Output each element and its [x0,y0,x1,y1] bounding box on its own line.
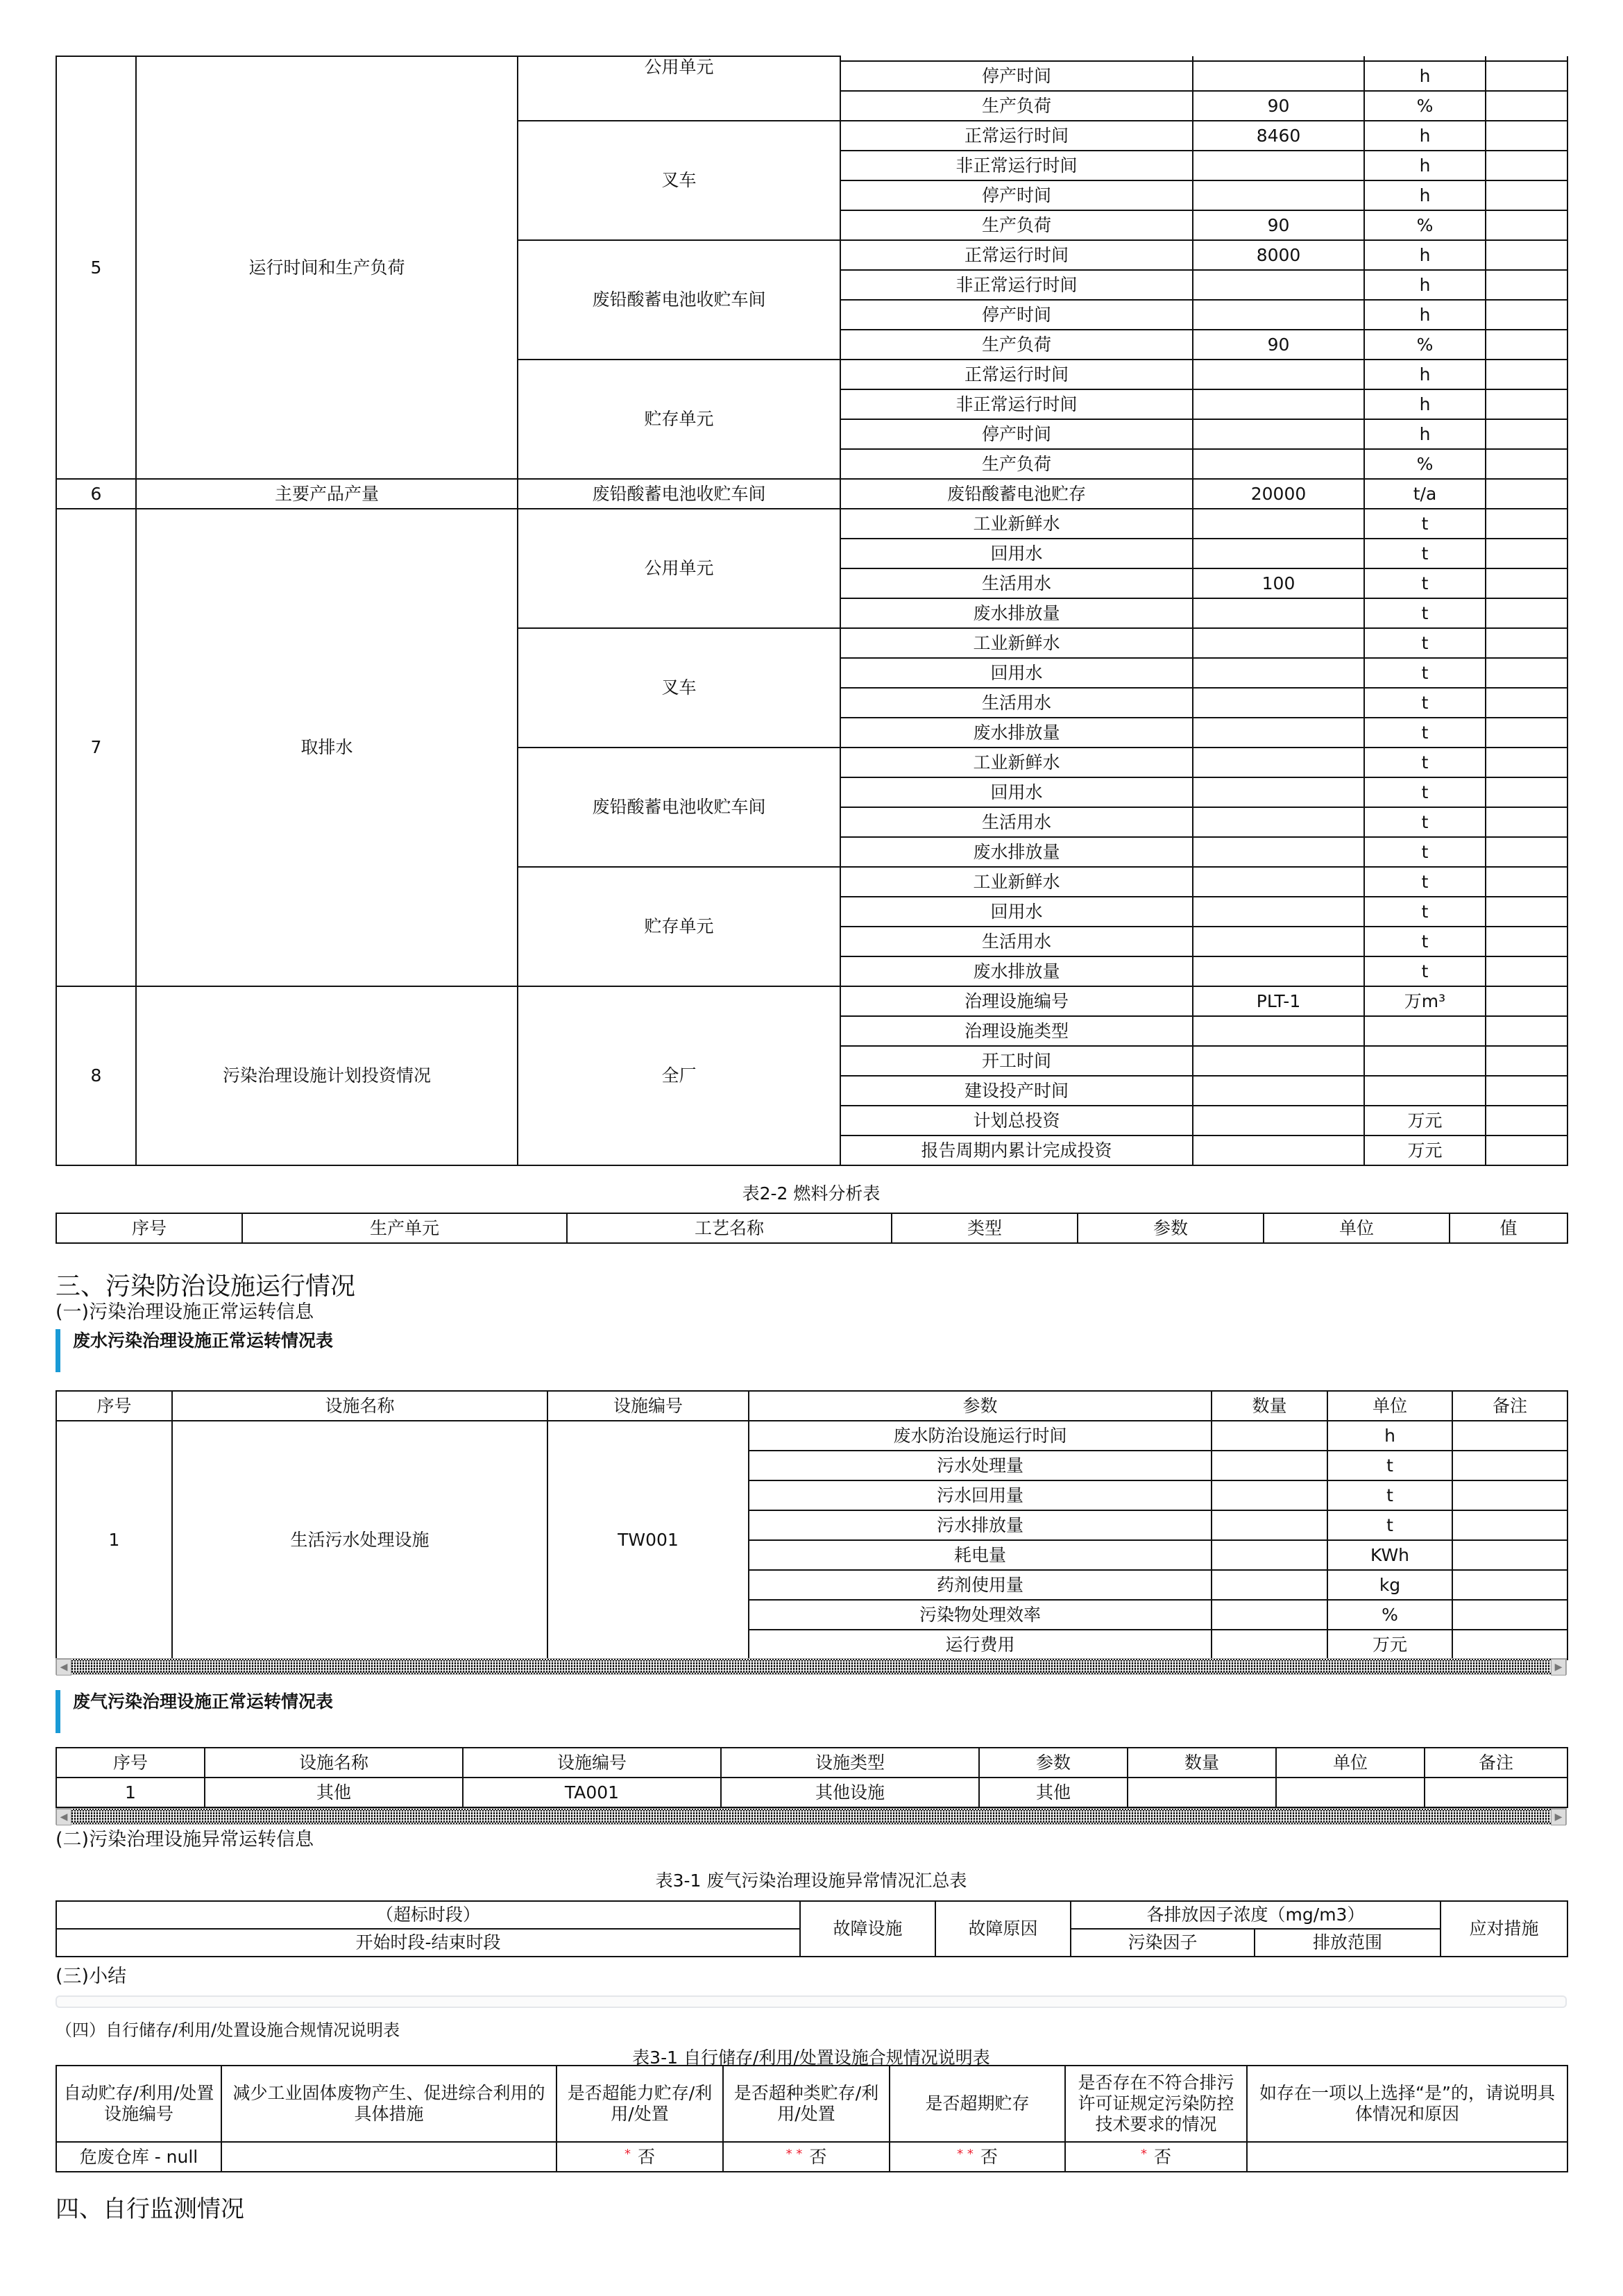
param-value[interactable] [1193,270,1364,300]
param-quantity[interactable] [1212,1600,1327,1630]
scroll-left-arrow-icon[interactable]: ◀ [56,1659,71,1675]
param-note[interactable] [1486,61,1567,91]
unit-name: 公用单元 [518,509,840,628]
header-start-end: 开始时段-结束时段 [56,1929,800,1957]
param-quantity[interactable] [1212,1510,1327,1540]
subsection-4-title: （四）自行储存/利用/处置设施合规情况说明表 [56,2020,400,2040]
param-name: 回用水 [840,897,1193,927]
storage-header-cell: 是否超能力贮存/利用/处置 [556,2066,723,2142]
param-value[interactable] [1193,867,1364,897]
param-note[interactable] [1486,539,1567,568]
param-note[interactable] [1486,748,1567,777]
required-asterisk-icon: * [1140,2146,1147,2161]
param-unit: t [1364,927,1486,956]
param-value[interactable] [1193,389,1364,419]
wastewater-header-cell: 设施编号 [547,1391,749,1421]
header-emission-range: 排放范围 [1255,1929,1441,1957]
param-note[interactable] [1486,1106,1567,1136]
gas-facility-table [56,1747,1568,1808]
facility-number: 1 [56,1421,172,1660]
header-concentration: 各排放因子浓度（mg/m3） [1071,1901,1441,1929]
param-value[interactable] [1193,927,1364,956]
param-value[interactable]: 8000 [1193,240,1364,270]
wastewater-header-cell: 参数 [749,1391,1212,1421]
param-value[interactable] [1193,180,1364,210]
param-value[interactable] [1193,509,1364,539]
param-name: 开工时间 [840,1046,1193,1076]
param-note[interactable] [1486,927,1567,956]
param-note[interactable] [1486,956,1567,986]
param-unit: t [1364,777,1486,807]
unit-name: 贮存单元 [518,867,840,986]
param-quantity[interactable] [1212,1451,1327,1480]
over-capacity-value: 否 [637,2146,655,2167]
param-value[interactable]: 100 [1193,568,1364,598]
param-note[interactable] [1486,837,1567,867]
partial-cell [1193,56,1364,61]
param-value[interactable]: 90 [1193,210,1364,240]
unit-name: 贮存单元 [518,360,840,479]
param-value[interactable] [1193,419,1364,449]
param-note[interactable] [1486,568,1567,598]
param-quantity[interactable] [1212,1540,1327,1570]
param-note[interactable] [1486,121,1567,151]
required-asterisk-icon: * * [957,2146,974,2161]
param-unit: t [1364,956,1486,986]
header-pollutant-factor: 污染因子 [1071,1929,1255,1957]
group-number: 8 [56,986,136,1165]
param-name: 治理设施类型 [840,1016,1193,1046]
param-name: 计划总投资 [840,1106,1193,1136]
scroll-right-arrow-icon[interactable]: ▶ [1551,1809,1566,1825]
param-name: 生产负荷 [840,330,1193,360]
param-name: 废水排放量 [840,837,1193,867]
noncompliant-value: 否 [1153,2146,1171,2167]
gas-table-horizontal-scrollbar[interactable] [56,1808,1567,1825]
facility-name: 生活污水处理设施 [172,1421,547,1660]
fuel-header-cell: 生产单元 [242,1213,567,1243]
param-unit: t [1364,568,1486,598]
unit-name: 废铅酸蓄电池收贮车间 [518,240,840,360]
param-name: 工业新鲜水 [840,628,1193,658]
param-unit: t [1364,539,1486,568]
group-name: 污染治理设施计划投资情况 [136,986,518,1165]
over-period-value: 否 [980,2146,998,2167]
unit-name: 全厂 [518,986,840,1165]
param-unit [1364,1016,1486,1046]
storage-compliance-table [56,2065,1568,2172]
param-note[interactable] [1486,210,1567,240]
param-unit: t [1327,1510,1452,1540]
param-note[interactable] [1486,718,1567,748]
param-unit: % [1364,91,1486,121]
param-value[interactable] [1193,688,1364,718]
param-value[interactable] [1193,658,1364,688]
param-name: 停产时间 [840,300,1193,330]
param-unit: h [1364,240,1486,270]
unit-name: 公用单元 [518,56,840,121]
subsection-1-title: (一)污染治理设施正常运转信息 [56,1301,314,1323]
param-name: 报告周期内累计完成投资 [840,1136,1193,1165]
param-name: 正常运行时间 [840,121,1193,151]
partial-cell [1486,56,1567,61]
gas-cell: 其他 [979,1778,1128,1807]
param-name: 生产负荷 [840,449,1193,479]
param-name: 运行费用 [749,1630,1212,1660]
param-unit [1364,1046,1486,1076]
param-name: 正常运行时间 [840,240,1193,270]
param-name: 正常运行时间 [840,360,1193,389]
param-value[interactable] [1193,151,1364,180]
scrollbar-track[interactable] [71,1810,1551,1823]
param-name: 治理设施编号 [840,986,1193,1016]
fuel-header-cell: 工艺名称 [567,1213,892,1243]
param-unit: t [1364,598,1486,628]
fuel-header-cell: 参数 [1078,1213,1264,1243]
param-unit: h [1364,270,1486,300]
param-quantity[interactable] [1212,1630,1327,1660]
gas-header-cell: 序号 [56,1748,205,1778]
param-name: 废铅酸蓄电池贮存 [840,479,1193,509]
param-unit: h [1364,389,1486,419]
param-name: 回用水 [840,539,1193,568]
group-name: 运行时间和生产负荷 [136,56,518,479]
param-note[interactable] [1486,91,1567,121]
gas-header-cell: 设施类型 [721,1748,979,1778]
param-unit: h [1364,360,1486,389]
param-value[interactable] [1193,300,1364,330]
partial-cell [840,56,1193,61]
param-note[interactable] [1486,688,1567,718]
param-note[interactable] [1452,1630,1567,1660]
param-unit: t [1364,748,1486,777]
param-unit: t [1327,1451,1452,1480]
wastewater-header-cell: 单位 [1327,1391,1452,1421]
gas-cell[interactable] [1425,1778,1567,1807]
param-note[interactable] [1486,807,1567,837]
fuel-header-cell: 类型 [892,1213,1078,1243]
explanation-input[interactable] [1247,2142,1567,2172]
param-name: 污染物处理效率 [749,1600,1212,1630]
param-note[interactable] [1486,151,1567,180]
table-row [56,1421,1567,1451]
param-value[interactable] [1193,628,1364,658]
param-value[interactable] [1193,897,1364,927]
fuel-header-cell: 单位 [1264,1213,1450,1243]
fuel-analysis-table [56,1213,1568,1244]
wastewater-facility-table [56,1390,1568,1660]
param-note[interactable] [1452,1510,1567,1540]
param-note[interactable] [1452,1451,1567,1480]
param-note[interactable] [1486,479,1567,509]
gas-header-cell: 备注 [1425,1748,1567,1778]
param-value[interactable]: 20000 [1193,479,1364,509]
param-name: 废水排放量 [840,956,1193,986]
param-unit: h [1364,121,1486,151]
gas-header-cell: 单位 [1276,1748,1425,1778]
gas-header-cell: 设施名称 [205,1748,463,1778]
param-name: 废水防治设施运行时间 [749,1421,1212,1451]
param-name: 停产时间 [840,61,1193,91]
param-name: 废水排放量 [840,718,1193,748]
param-name: 工业新鲜水 [840,867,1193,897]
param-unit: h [1364,180,1486,210]
param-value[interactable] [1193,1076,1364,1106]
operation-table [56,56,1568,1166]
param-unit: t [1364,867,1486,897]
param-name: 污水处理量 [749,1451,1212,1480]
param-name: 非正常运行时间 [840,270,1193,300]
scroll-right-arrow-icon[interactable]: ▶ [1551,1659,1566,1675]
wastewater-header-cell: 设施名称 [172,1391,547,1421]
param-note[interactable] [1452,1480,1567,1510]
required-asterisk-icon: * * [785,2146,803,2161]
table-row [56,509,1567,539]
param-unit: t [1364,718,1486,748]
param-unit: KWh [1327,1540,1452,1570]
table-row [56,986,1567,1016]
group-name: 主要产品产量 [136,479,518,509]
param-name: 停产时间 [840,419,1193,449]
param-quantity[interactable] [1212,1421,1327,1451]
unit-name: 叉车 [518,628,840,748]
param-note[interactable] [1486,658,1567,688]
gas-cell: 其他设施 [721,1778,979,1807]
abnormal-table-caption: 表3-1 废气污染治理设施异常情况汇总表 [655,1871,967,1891]
storage-table-caption: 表3-1 自行储存/利用/处置设施合规情况说明表 [632,2048,990,2068]
param-note[interactable] [1486,628,1567,658]
param-quantity[interactable] [1212,1570,1327,1600]
fuel-header-cell: 序号 [56,1213,242,1243]
param-unit: h [1364,419,1486,449]
param-unit: t [1364,658,1486,688]
param-value[interactable] [1193,598,1364,628]
param-name: 药剂使用量 [749,1570,1212,1600]
subsection-3-title: (三)小结 [56,1966,127,1987]
gas-header-cell: 数量 [1128,1748,1276,1778]
param-unit: t [1364,897,1486,927]
param-unit: h [1364,151,1486,180]
param-note[interactable] [1486,419,1567,449]
subsection-2-title: (二)污染治理设施异常运转信息 [56,1829,314,1850]
param-note[interactable] [1486,509,1567,539]
param-unit: t [1364,807,1486,837]
wastewater-header-cell: 数量 [1212,1391,1327,1421]
scrollbar-track[interactable] [71,1660,1551,1673]
facility-code: TW001 [547,1421,749,1660]
param-unit: % [1327,1600,1452,1630]
required-asterisk-icon: * [624,2146,631,2161]
storage-header-cell: 减少工业固体废物产生、促进综合利用的具体措施 [221,2066,556,2142]
over-capacity-select[interactable] [556,2142,723,2172]
param-value[interactable] [1193,1016,1364,1046]
header-period: （超标时段） [56,1901,800,1929]
param-unit: 万元 [1364,1106,1486,1136]
param-name: 废水排放量 [840,598,1193,628]
param-value[interactable] [1193,1106,1364,1136]
over-period-select[interactable] [890,2142,1065,2172]
param-name: 耗电量 [749,1540,1212,1570]
param-unit: kg [1327,1570,1452,1600]
param-value[interactable] [1193,748,1364,777]
param-name: 污水排放量 [749,1510,1212,1540]
param-note[interactable] [1486,897,1567,927]
param-note[interactable] [1486,1016,1567,1046]
param-unit: t [1364,837,1486,867]
param-note[interactable] [1452,1570,1567,1600]
param-name: 非正常运行时间 [840,151,1193,180]
param-value[interactable]: 90 [1193,330,1364,360]
wastewater-table-title: 废水污染治理设施正常运转情况表 [56,1329,333,1372]
summary-textarea[interactable] [56,1995,1567,2008]
gas-cell: 其他 [205,1778,463,1807]
section-3-title: 三、污染防治设施运行情况 [56,1272,356,1301]
unit-name: 废铅酸蓄电池收贮车间 [518,748,840,867]
storage-header-cell: 如存在一项以上选择“是”的，请说明具体情况和原因 [1247,2066,1567,2142]
param-unit: 万元 [1364,1136,1486,1165]
param-unit: t [1327,1480,1452,1510]
storage-facility-code: 危废仓库 - null [56,2142,221,2172]
param-unit: % [1364,449,1486,479]
wastewater-header-cell: 序号 [56,1391,172,1421]
param-value[interactable] [1193,360,1364,389]
header-measures: 应对措施 [1441,1901,1567,1957]
param-value[interactable] [1193,807,1364,837]
storage-header-cell: 是否存在不符合排污许可证规定污染防控技术要求的情况 [1065,2066,1247,2142]
unit-name: 叉车 [518,121,840,240]
param-unit [1364,1076,1486,1106]
over-type-value: 否 [809,2146,827,2167]
partial-cell [1364,56,1486,61]
param-name: 生活用水 [840,568,1193,598]
param-unit: 万m³ [1364,986,1486,1016]
param-name: 非正常运行时间 [840,389,1193,419]
param-note[interactable] [1486,1076,1567,1106]
param-unit: h [1327,1421,1452,1451]
param-note[interactable] [1452,1421,1567,1451]
param-note[interactable] [1486,867,1567,897]
param-value[interactable] [1193,1046,1364,1076]
param-value[interactable]: PLT-1 [1193,986,1364,1016]
group-name: 取排水 [136,509,518,986]
param-unit: t [1364,688,1486,718]
param-name: 工业新鲜水 [840,748,1193,777]
table-row [56,479,1567,509]
param-name: 停产时间 [840,180,1193,210]
param-name: 生活用水 [840,688,1193,718]
param-name: 回用水 [840,777,1193,807]
group-number: 5 [56,56,136,479]
param-value[interactable] [1193,1136,1364,1165]
param-value[interactable] [1193,777,1364,807]
param-note[interactable] [1486,360,1567,389]
gas-header-cell: 参数 [979,1748,1128,1778]
gas-cell[interactable] [1276,1778,1425,1807]
header-fault-facility: 故障设施 [800,1901,935,1957]
param-quantity[interactable] [1212,1480,1327,1510]
storage-measures[interactable] [221,2142,556,2172]
param-value[interactable] [1193,61,1364,91]
param-unit: % [1364,210,1486,240]
header-fault-reason: 故障原因 [935,1901,1071,1957]
fuel-table-caption: 表2-2 燃料分析表 [742,1183,881,1204]
storage-header-cell: 是否超期贮存 [890,2066,1065,2142]
gas-table-title: 废气污染治理设施正常运转情况表 [56,1690,333,1733]
param-note[interactable] [1486,1046,1567,1076]
param-unit: t [1364,628,1486,658]
param-unit: 万元 [1327,1630,1452,1660]
param-note[interactable] [1486,180,1567,210]
param-note[interactable] [1486,777,1567,807]
param-unit: % [1364,330,1486,360]
storage-header-cell: 是否超种类贮存/利用/处置 [723,2066,890,2142]
param-note[interactable] [1486,449,1567,479]
param-name: 污水回用量 [749,1480,1212,1510]
gas-header-cell: 设施编号 [463,1748,721,1778]
over-type-select[interactable] [723,2142,890,2172]
param-note[interactable] [1452,1540,1567,1570]
unit-name: 废铅酸蓄电池收贮车间 [518,479,840,509]
storage-header-cell: 自动贮存/利用/处置设施编号 [56,2066,221,2142]
param-note[interactable] [1486,986,1567,1016]
scroll-left-arrow-icon[interactable]: ◀ [56,1809,71,1825]
param-value[interactable] [1193,837,1364,867]
param-value[interactable]: 90 [1193,91,1364,121]
param-note[interactable] [1486,330,1567,360]
param-name: 建设投产时间 [840,1076,1193,1106]
param-value[interactable] [1193,449,1364,479]
group-number: 7 [56,509,136,986]
param-value[interactable] [1193,539,1364,568]
param-note[interactable] [1452,1600,1567,1630]
param-note[interactable] [1486,240,1567,270]
wastewater-header-cell: 备注 [1452,1391,1567,1421]
param-value[interactable] [1193,956,1364,986]
section-4-title: 四、自行监测情况 [56,2195,244,2223]
param-unit: h [1364,300,1486,330]
param-value[interactable] [1193,718,1364,748]
param-unit: t/a [1364,479,1486,509]
gas-cell: TA001 [463,1778,721,1807]
param-unit: h [1364,61,1486,91]
param-name: 生活用水 [840,927,1193,956]
group-number: 6 [56,479,136,509]
param-name: 生活用水 [840,807,1193,837]
abnormal-situation-table [56,1900,1568,1957]
param-note[interactable] [1486,598,1567,628]
param-note[interactable] [1486,389,1567,419]
param-note[interactable] [1486,270,1567,300]
param-note[interactable] [1486,1136,1567,1165]
param-value[interactable]: 8460 [1193,121,1364,151]
param-name: 生产负荷 [840,210,1193,240]
param-name: 回用水 [840,658,1193,688]
noncompliant-select[interactable] [1065,2142,1247,2172]
param-note[interactable] [1486,300,1567,330]
gas-cell: 1 [56,1778,205,1807]
param-name: 工业新鲜水 [840,509,1193,539]
wastewater-table-horizontal-scrollbar[interactable] [56,1658,1567,1675]
param-unit: t [1364,509,1486,539]
fuel-header-cell: 值 [1450,1213,1567,1243]
gas-cell[interactable] [1128,1778,1276,1807]
param-name: 生产负荷 [840,91,1193,121]
